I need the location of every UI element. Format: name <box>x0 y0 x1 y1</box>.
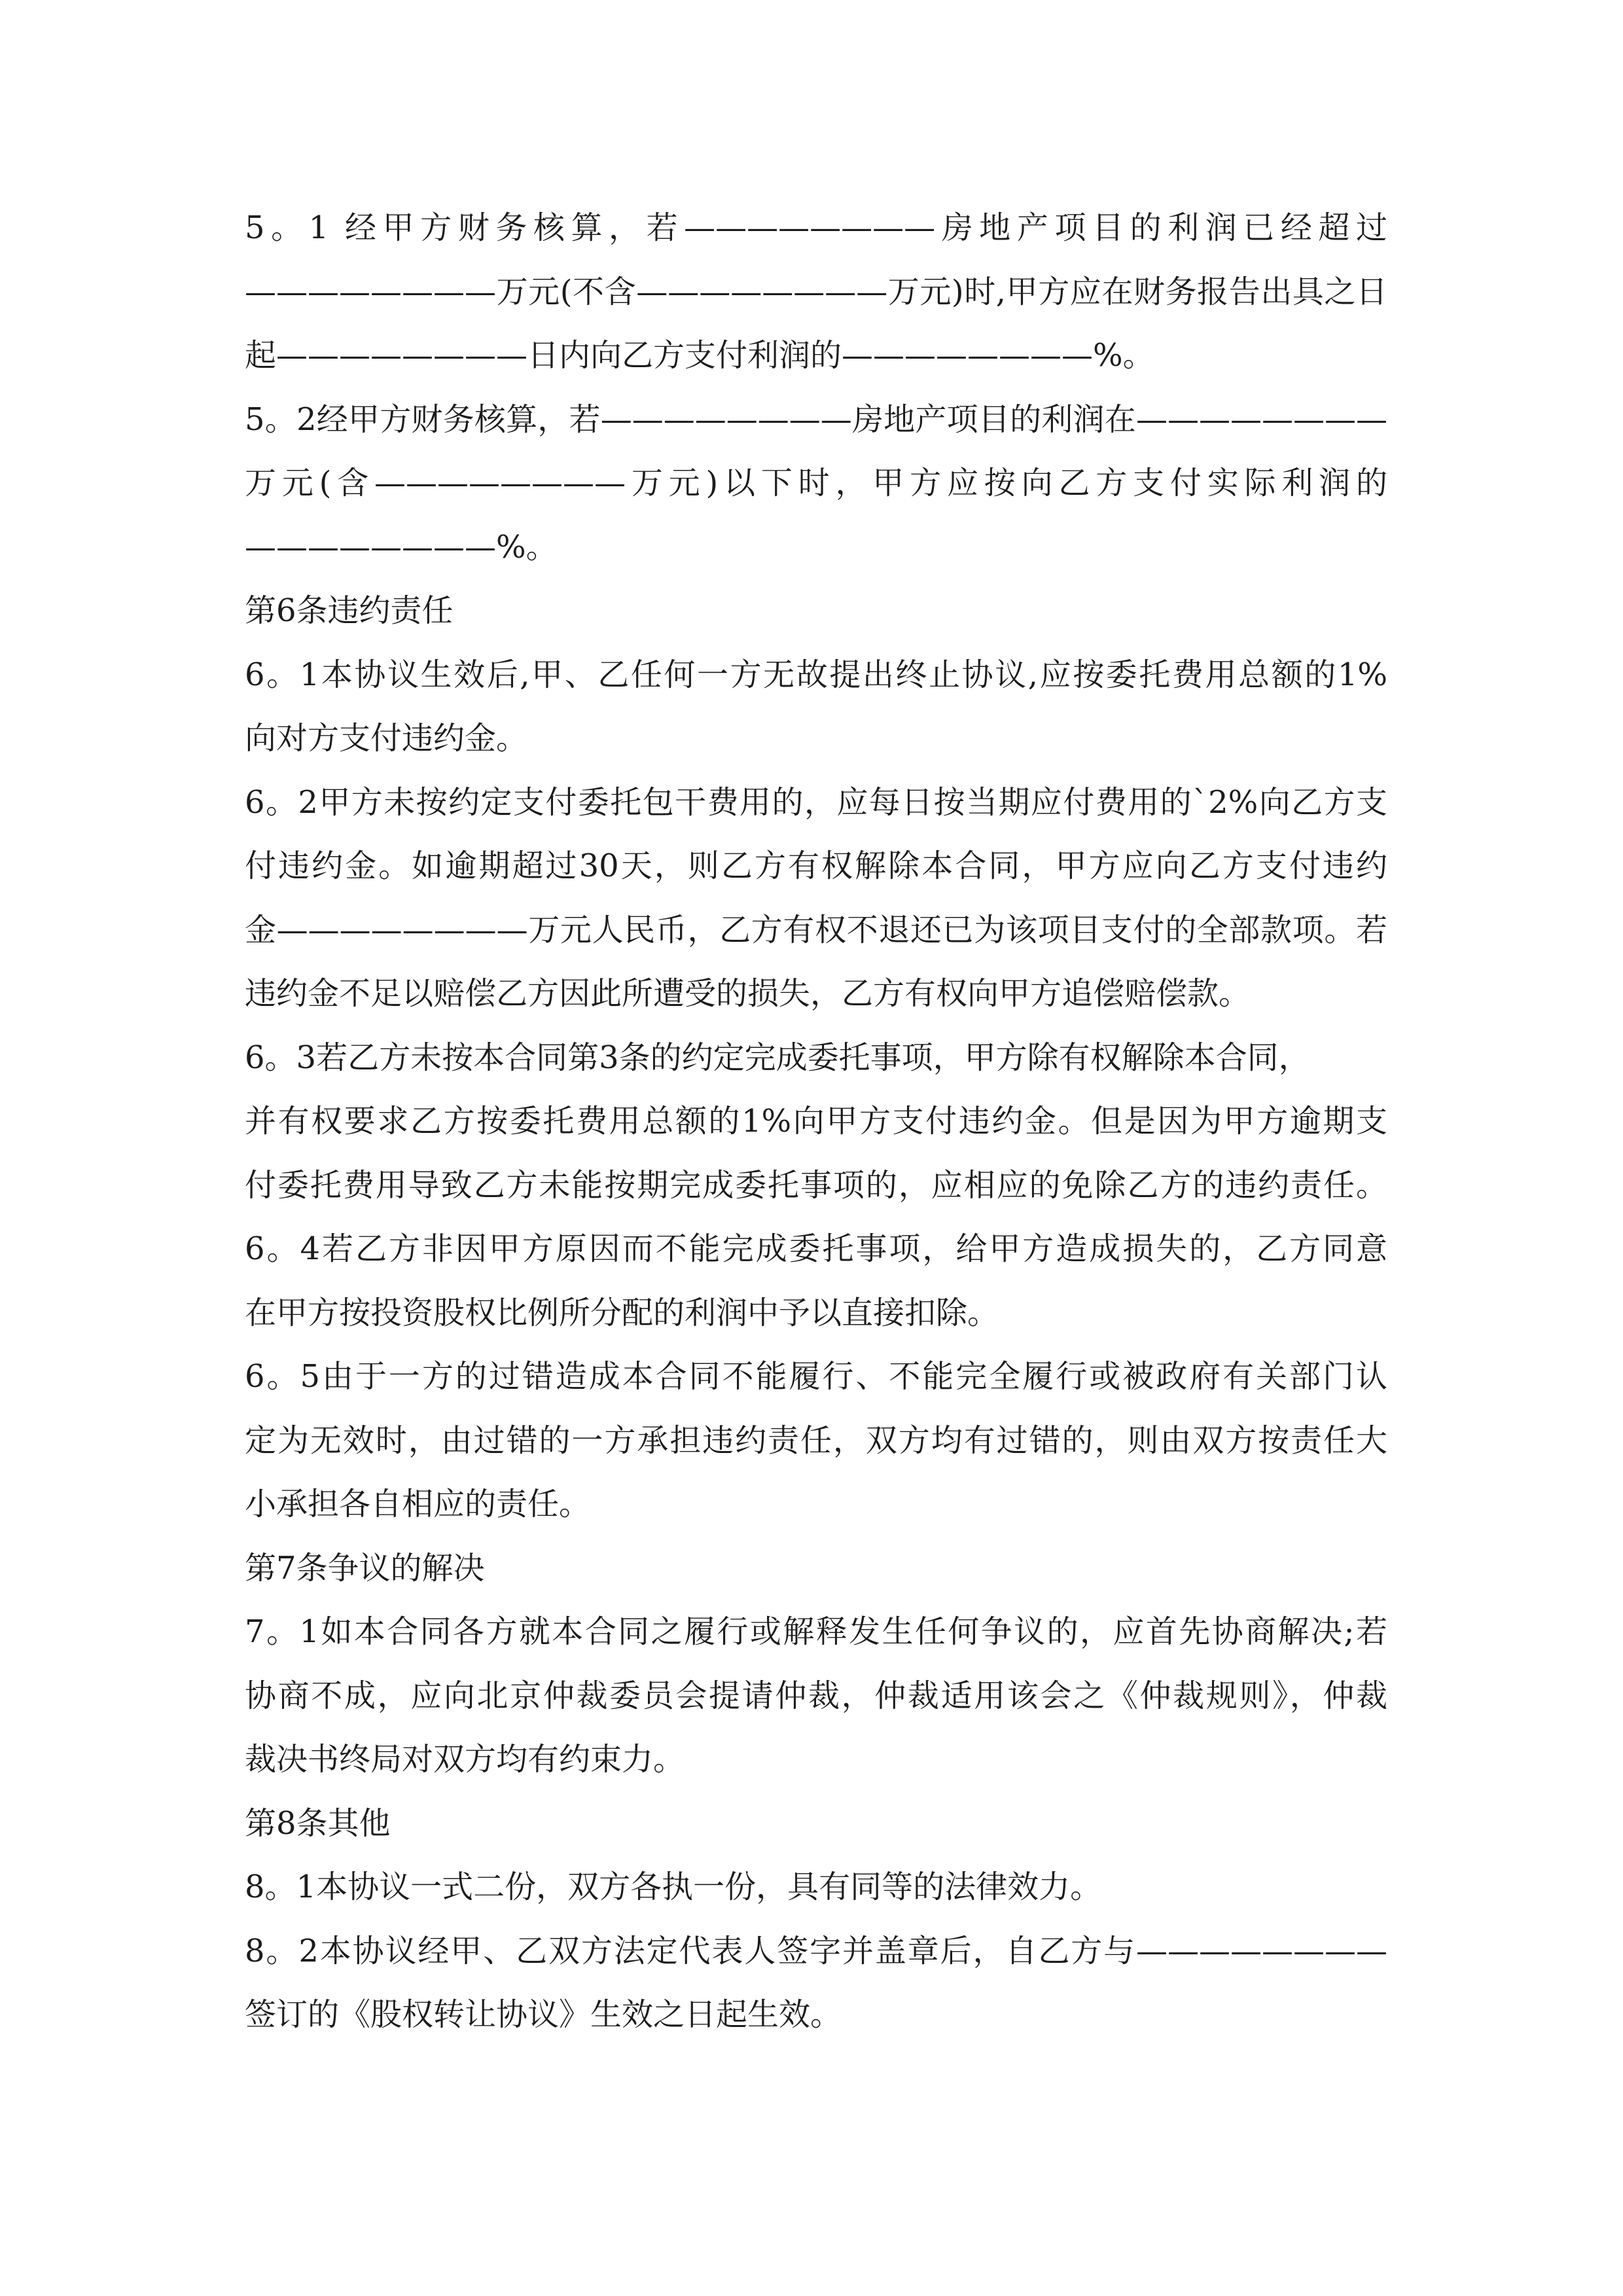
clause-5-2-line-1: 5。2经甲方财务核算，若————————房地产项目的利润在———————— <box>245 401 1387 438</box>
clause-7-1-line-2: 协商不成，应向北京仲裁委员会提请仲裁，仲裁适用该会之《仲裁规则》，仲裁 <box>245 1677 1387 1714</box>
clause-6-2-line-4: 违约金不足以赔偿乙方因此所遭受的损失，乙方有权向甲方追偿赔偿款。 <box>245 975 1251 1012</box>
clause-5-2-line-2: 万元(含————————万元)以下时，甲方应按向乙方支付实际利润的 <box>245 465 1387 501</box>
clause-6-1-line-1: 6。1本协议生效后,甲、乙任何一方无故提出终止协议,应按委托费用总额的1% <box>245 656 1387 693</box>
clause-8-2-line-1: 8。2本协议经甲、乙双方法定代表人签字并盖章后，自乙方与———————— <box>245 1932 1387 1969</box>
clause-8-1-line-1: 8。1本协议一式二份，双方各执一份，具有同等的法律效力。 <box>245 1869 1102 1905</box>
article-6-heading: 第6条违约责任 <box>245 592 454 629</box>
clause-6-5-line-2: 定为无效时，由过错的一方承担违约责任，双方均有过错的，则由双方按责任大 <box>245 1422 1387 1459</box>
clause-6-5-line-3: 小承担各自相应的责任。 <box>245 1486 591 1522</box>
clause-6-5-line-1: 6。5由于一方的过错造成本合同不能履行、不能完全履行或被政府有关部门认 <box>245 1358 1387 1395</box>
clause-5-1-line-2: ————————万元(不含————————万元)时,甲方应在财务报告出具之日 <box>245 273 1387 310</box>
clause-6-2-line-3: 金————————万元人民币，乙方有权不退还已为该项目支付的全部款项。若 <box>245 911 1387 948</box>
clause-5-1-line-1: 5。1 经甲方财务核算，若————————房地产项目的利润已经超过 <box>245 209 1387 246</box>
clause-6-4-line-2: 在甲方按投资股权比例所分配的利润中予以直接扣除。 <box>245 1294 999 1331</box>
clause-6-4-line-1: 6。4若乙方非因甲方原因而不能完成委托事项，给甲方造成损失的，乙方同意 <box>245 1230 1387 1267</box>
clause-8-2-line-2: 签订的《股权转让协议》生效之日起生效。 <box>245 1996 842 2033</box>
clause-7-1-line-1: 7。1如本合同各方就本合同之履行或解释发生任何争议的，应首先协商解决;若 <box>245 1613 1387 1650</box>
clause-6-2-line-1: 6。2甲方未按约定支付委托包干费用的，应每日按当期应付费用的`2%向乙方支 <box>245 783 1387 821</box>
clause-6-2-line-2: 付违约金。如逾期超过30天，则乙方有权解除本合同，甲方应向乙方支付违约 <box>245 848 1387 884</box>
clause-5-2-line-3: ————————%。 <box>245 528 558 565</box>
article-8-heading: 第8条其他 <box>245 1804 391 1842</box>
clause-7-1-line-3: 裁决书终局对双方均有约束力。 <box>245 1741 685 1778</box>
document-body <box>245 196 1387 2047</box>
article-7-heading: 第7条争议的解决 <box>245 1549 485 1587</box>
clause-6-3-line-3: 付委托费用导致乙方未能按期完成委托事项的，应相应的免除乙方的违约责任。 <box>245 1166 1387 1204</box>
clause-6-3-line-2: 并有权要求乙方按委托费用总额的1%向甲方支付违约金。但是因为甲方逾期支 <box>245 1103 1387 1139</box>
clause-6-3-line-1: 6。3若乙方未按本合同第3条的约定完成委托事项，甲方除有权解除本合同， <box>245 1039 1310 1076</box>
clause-6-1-line-2: 向对方支付违约金。 <box>245 720 528 757</box>
clause-5-1-line-3: 起————————日内向乙方支付利润的————————%。 <box>245 337 1154 374</box>
